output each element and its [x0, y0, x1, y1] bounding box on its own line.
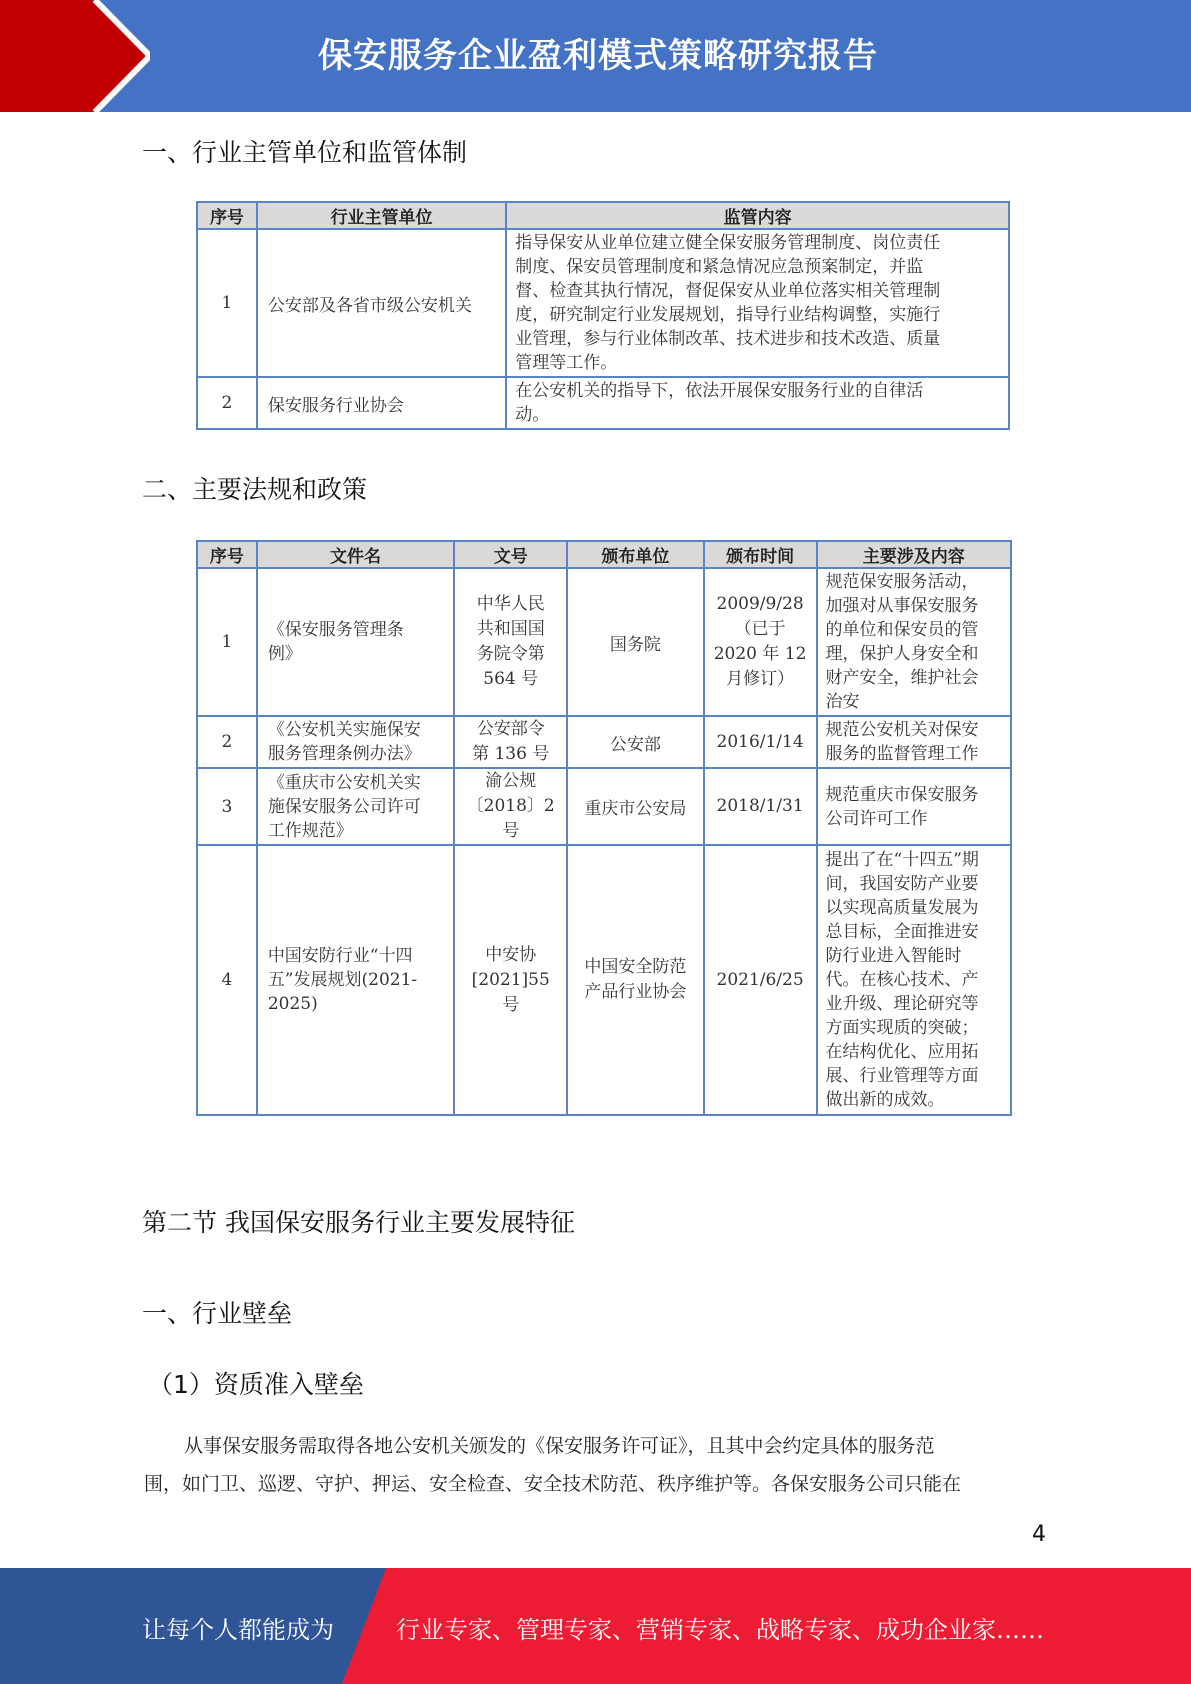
row-content: 规范公安机关对保安 服务的监督管理工作 — [817, 716, 1011, 768]
header-red-chevron — [0, 0, 150, 112]
row-issuer: 公安部 — [567, 716, 704, 768]
row-unit: 公安部及各省市级公安机关 — [257, 229, 506, 377]
row-unit: 保安服务行业协会 — [257, 377, 506, 429]
col-header-doc: 文号 — [454, 541, 567, 568]
row-no: 2 — [197, 377, 257, 429]
row-name: 《保安服务管理条 例》 — [257, 568, 454, 716]
row-name: 中国安防行业“十四 五”发展规划(2021- 2025) — [257, 845, 454, 1115]
row-issuer: 重庆市公安局 — [567, 768, 704, 845]
row-doc: 中安协 [2021]55 号 — [454, 845, 567, 1115]
row-no: 3 — [197, 768, 257, 845]
page-number: 4 — [1032, 1522, 1046, 1547]
row-no: 4 — [197, 845, 257, 1115]
row-issuer: 国务院 — [567, 568, 704, 716]
table-row — [197, 229, 1009, 377]
subheading-barriers: 一、行业壁垒 — [142, 1299, 293, 1328]
section3-heading: 第二节 我国保安服务行业主要发展特征 — [142, 1208, 575, 1237]
table-row — [197, 568, 1011, 716]
row-name: 《公安机关实施保安 服务管理条例办法》 — [257, 716, 454, 768]
page-footer — [0, 1568, 1191, 1684]
row-content: 规范保安服务活动， 加强对从事保安服务 的单位和保安员的管 理，保护人身安全和 财产安全，维护社会 治安 — [817, 568, 1011, 716]
row-doc: 渝公规 〔2018〕2 号 — [454, 768, 567, 845]
col-header-unit: 行业主管单位 — [257, 202, 506, 229]
row-date: 2009/9/28 （已于 2020 年 12 月修订） — [704, 568, 817, 716]
row-no: 1 — [197, 229, 257, 377]
col-header-no: 序号 — [197, 202, 257, 229]
col-header-no: 序号 — [197, 541, 257, 568]
footer-slogan-left: 让每个人都能成为 — [142, 1616, 334, 1644]
table-header-row — [197, 202, 1009, 229]
row-date: 2021/6/25 — [704, 845, 817, 1115]
row-content: 提出了在“十四五”期 间，我国安防产业要 以实现高质量发展为 总目标，全面推进安 防行业进入智能时 代。在核心技术、产 业升级、理论研究等 方面实现质的突破； 在结构优化、应用拓 展、行业管理等方面 做出新的成效。 — [817, 845, 1011, 1115]
col-header-name: 文件名 — [257, 541, 454, 568]
row-doc: 公安部令 第 136 号 — [454, 716, 567, 768]
regulations-table — [196, 540, 1012, 1116]
subheading-qualification: （1）资质准入壁垒 — [148, 1370, 364, 1399]
row-issuer: 中国安全防范 产品行业协会 — [567, 845, 704, 1115]
row-no: 1 — [197, 568, 257, 716]
row-name: 《重庆市公安机关实 施保安服务公司许可 工作规范》 — [257, 768, 454, 845]
report-title: 保安服务企业盈利模式策略研究报告 — [318, 36, 878, 76]
page-header — [0, 0, 1191, 112]
body-paragraph-line2: 围，如门卫、巡逻、守护、押运、安全检查、安全技术防范、秩序维护等。各保安服务公司只能在 — [144, 1473, 962, 1495]
section1-heading: 一、行业主管单位和监管体制 — [142, 138, 468, 167]
supervision-table — [196, 201, 1010, 430]
table-header-row — [197, 541, 1011, 568]
row-doc: 中华人民 共和国国 务院令第 564 号 — [454, 568, 567, 716]
col-header-content: 监管内容 — [506, 202, 1009, 229]
row-no: 2 — [197, 716, 257, 768]
row-date: 2016/1/14 — [704, 716, 817, 768]
row-content: 规范重庆市保安服务 公司许可工作 — [817, 768, 1011, 845]
table-row — [197, 377, 1009, 429]
col-header-content: 主要涉及内容 — [817, 541, 1011, 568]
footer-slogan-right: 行业专家、管理专家、营销专家、战略专家、成功企业家…… — [396, 1616, 1044, 1644]
col-header-date: 颁布时间 — [704, 541, 817, 568]
table-row — [197, 845, 1011, 1115]
table-row — [197, 768, 1011, 845]
row-content: 在公安机关的指导下，依法开展保安服务行业的自律活 动。 — [506, 377, 1009, 429]
col-header-issuer: 颁布单位 — [567, 541, 704, 568]
section2-heading: 二、主要法规和政策 — [142, 475, 368, 504]
row-date: 2018/1/31 — [704, 768, 817, 845]
table-row — [197, 716, 1011, 768]
body-paragraph-line1: 从事保安服务需取得各地公安机关颁发的《保安服务许可证》，且其中会约定具体的服务范 — [184, 1435, 935, 1457]
row-content: 指导保安从业单位建立健全保安服务管理制度、岗位责任 制度、保安员管理制度和紧急情况应急预案制定，并监 督、检查其执行情况，督促保安从业单位落实相关管理制 度，研究制定行业发展规划，指导行业结构调整，实施行 业管理，参与行业体制改革、技术进步和技术改造、质量 管理等工作。 — [506, 229, 1009, 377]
